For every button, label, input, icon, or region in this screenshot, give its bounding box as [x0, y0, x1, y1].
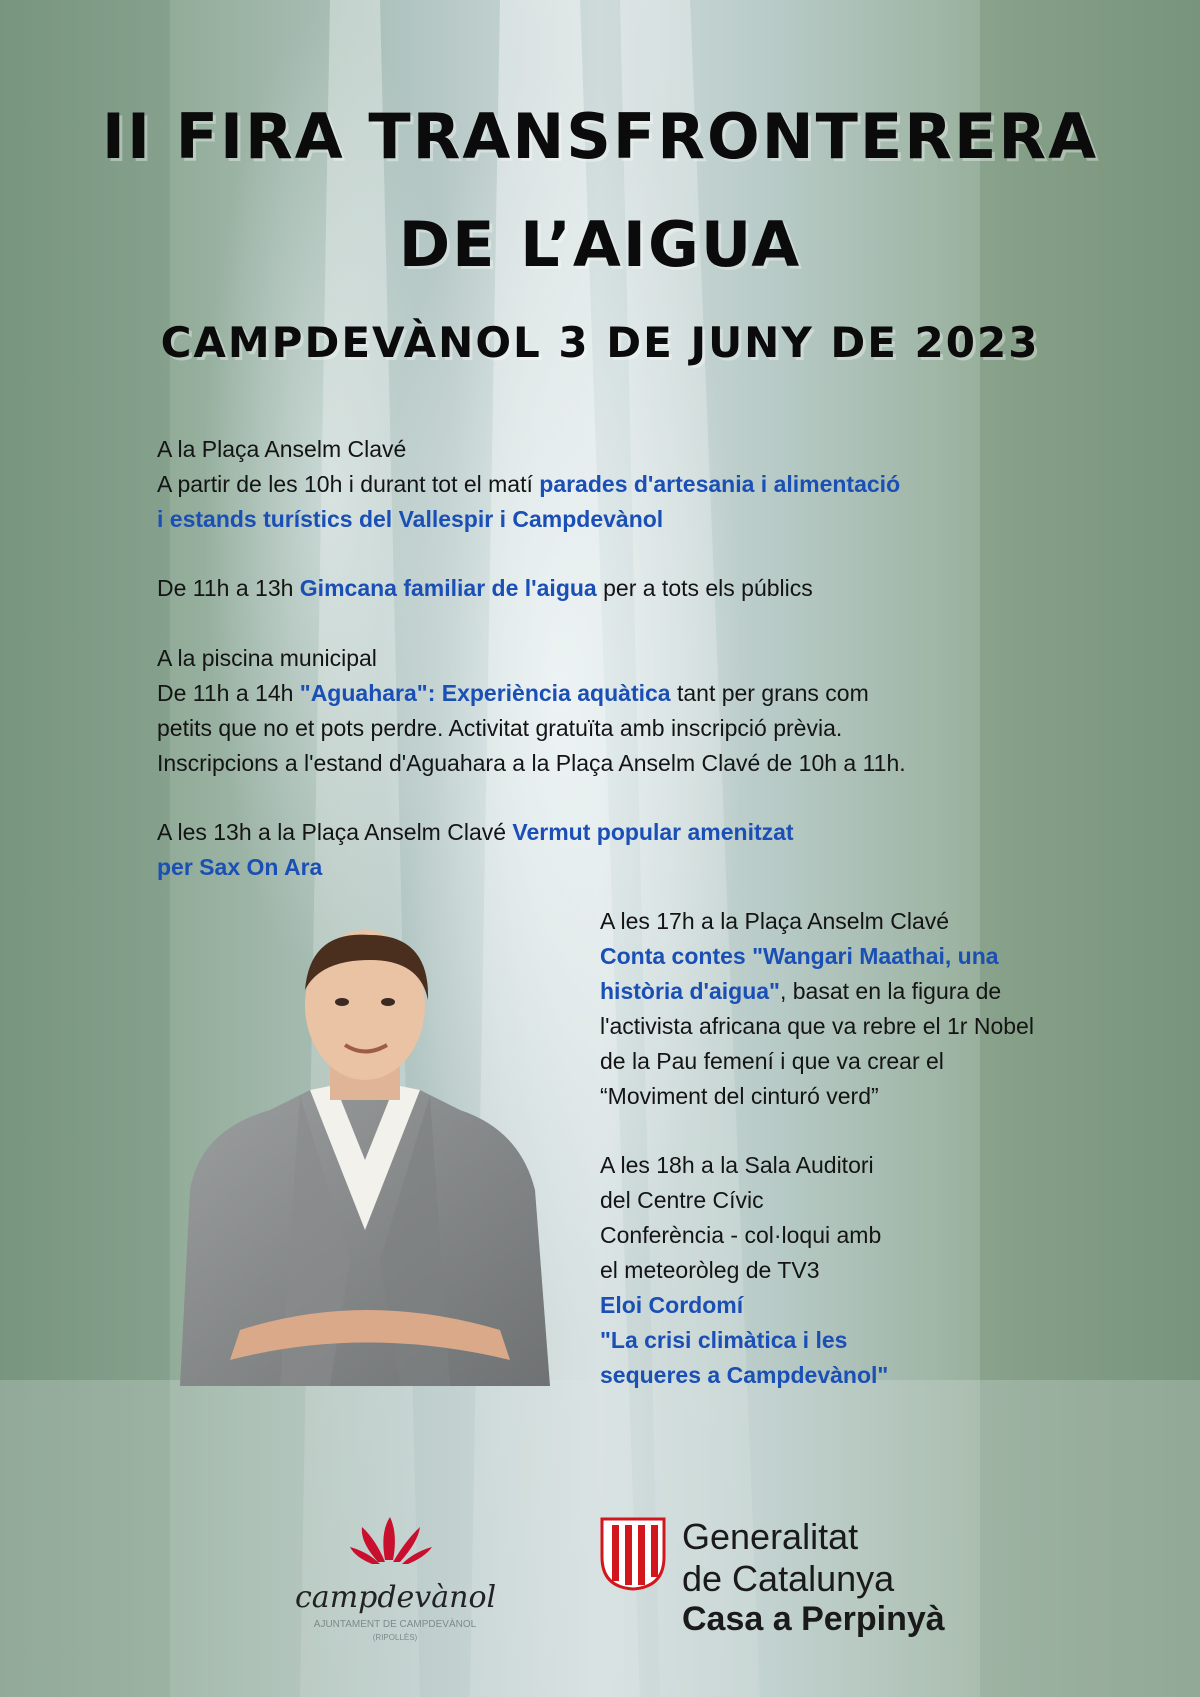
- event-4-highlight: Vermut popular amenitzat: [512, 819, 794, 845]
- poster-title-line2: DE L’AIGUA: [398, 208, 802, 281]
- event-2-time: De 11h a 13h: [157, 575, 300, 601]
- poster-title-line1: II FIRA TRANSFRONTERERA: [101, 100, 1099, 173]
- speaker-portrait: [180, 930, 550, 1386]
- event-5-highlight: Conta contes "Wangari Maathai, una: [600, 943, 999, 969]
- event-5-tail: , basat en la figura de: [779, 978, 1002, 1004]
- senyera-emblem: [600, 1517, 666, 1591]
- event-3-time: De 11h a 14h: [157, 680, 300, 706]
- event-5-highlight-cont: història d'aigua": [600, 978, 780, 1004]
- event-6-speaker: Eloi Cordomí: [600, 1292, 744, 1318]
- campdevanol-caption2: (RIPOLLÈS): [372, 1633, 418, 1642]
- event-2-highlight: Gimcana familiar de l'aigua: [299, 575, 597, 601]
- poster-subtitle: CAMPDEVÀNOL 3 DE JUNY DE 2023: [160, 318, 1040, 367]
- event-1-location: A la Plaça Anselm Clavé: [157, 436, 407, 462]
- event-5-line5: de la Pau femení i que va crear el: [600, 1048, 944, 1074]
- generalitat-line1: Generalitat: [682, 1516, 859, 1557]
- event-3-location: A la piscina municipal: [157, 645, 377, 671]
- campdevanol-caption: AJUNTAMENT DE CAMPDEVÀNOL: [313, 1619, 477, 1630]
- event-1-line2: [157, 467, 900, 502]
- event-4: [157, 815, 794, 850]
- event-6-line3: Conferència - col·loqui amb: [600, 1222, 882, 1248]
- event-4-highlight-cont: per Sax On Ara: [157, 854, 323, 880]
- event-3-line3: petits que no et pots perdre. Activitat gratuïta amb inscripció prèvia.: [157, 715, 843, 741]
- event-1-highlight: parades d'artesania i alimentació: [539, 471, 901, 497]
- event-6-talk-title: "La crisi climàtica i les: [600, 1327, 848, 1353]
- event-5-line3: [600, 974, 1001, 1009]
- campdevanol-wordmark: campdevànol: [295, 1580, 497, 1615]
- event-5-location: A les 17h a la Plaça Anselm Clavé: [600, 908, 950, 934]
- event-1-highlight-cont: i estands turístics del Vallespir i Campdevànol: [157, 506, 664, 532]
- event-6-talk-title-cont: sequeres a Campdevànol": [600, 1362, 889, 1388]
- event-2: [157, 571, 813, 606]
- event-2-tail: per a tots els públics: [596, 575, 813, 601]
- event-5-line4: l'activista africana que va rebre el 1r Nobel: [600, 1013, 1034, 1039]
- event-3-line4: Inscripcions a l'estand d'Aguahara a la Plaça Anselm Clavé de 10h a 11h.: [157, 750, 906, 776]
- event-5-line6: “Moviment del cinturó verd”: [600, 1083, 879, 1109]
- event-1-time: A partir de les 10h i durant tot el matí: [157, 471, 540, 497]
- event-3-highlight: "Aguahara": Experiència aquàtica: [299, 680, 671, 706]
- generalitat-line3: Casa a Perpinyà: [682, 1600, 945, 1638]
- event-4-text: A les 13h a la Plaça Anselm Clavé: [157, 819, 513, 845]
- event-3-tail: tant per grans com: [670, 680, 869, 706]
- event-6-line1: A les 18h a la Sala Auditori: [600, 1152, 874, 1178]
- event-6-line2: del Centre Cívic: [600, 1187, 764, 1213]
- event-6-line4: el meteoròleg de TV3: [600, 1257, 820, 1283]
- event-3-line2: [157, 676, 869, 711]
- generalitat-line2: de Catalunya: [682, 1558, 895, 1599]
